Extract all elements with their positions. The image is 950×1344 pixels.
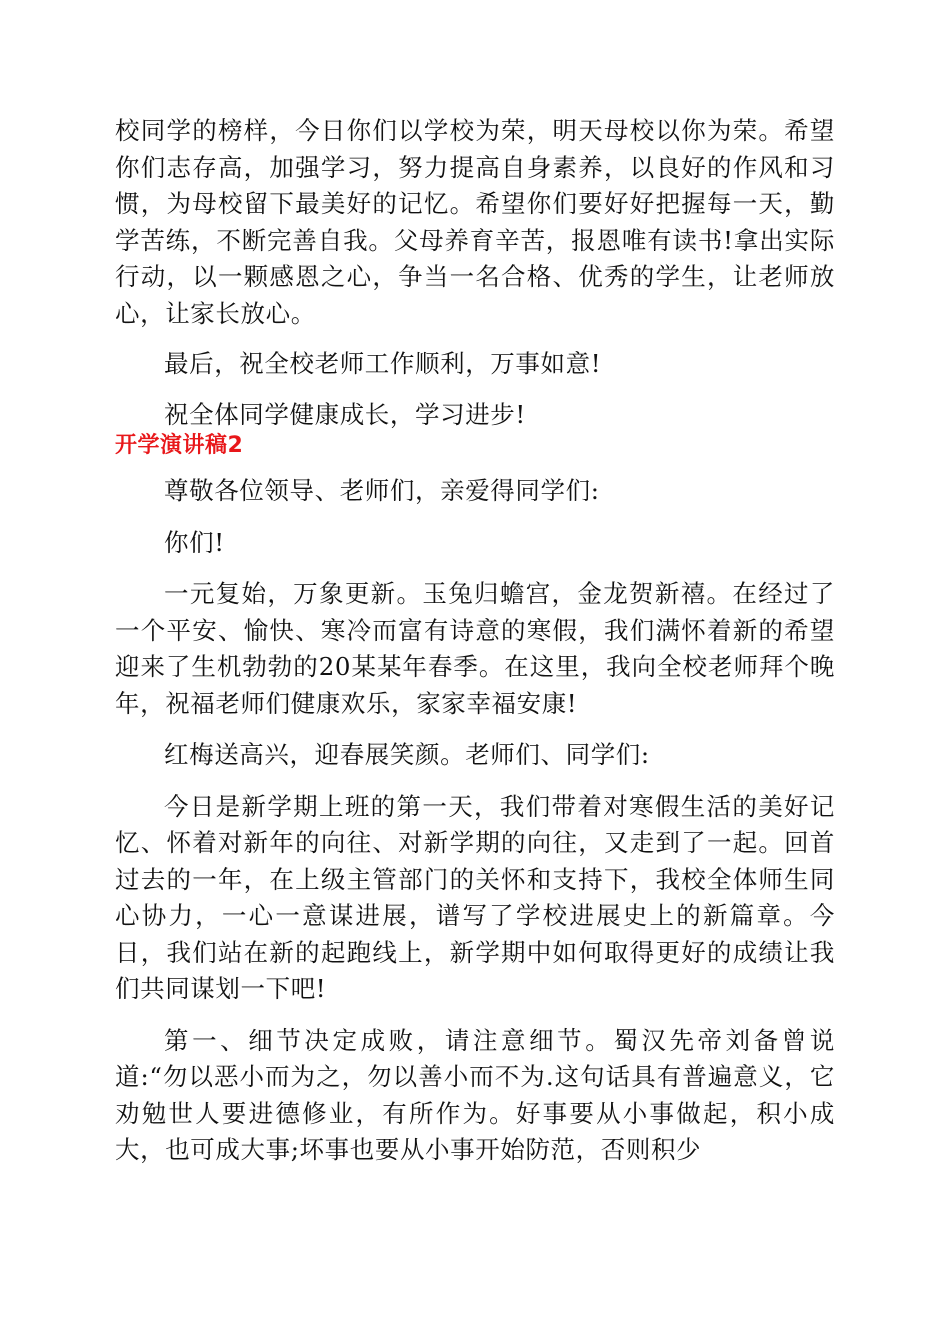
paragraph-group-bottom <box>115 473 835 1169</box>
paragraph-closing-wish-teachers: 最后，祝全校老师工作顺利，万事如意! <box>164 349 602 378</box>
paragraph-closing-wish-students: 祝全体同学健康成长，学习进步! <box>164 399 526 429</box>
paragraph-greeting: 你们! <box>164 527 225 557</box>
section-heading: 开学演讲稿2 <box>115 433 244 458</box>
paragraph-new-year: 一元复始，万象更新。玉兔归蟾宫，金龙贺新禧。在经过了一个平安、愉快、寒冷而富有诗意的寒假，我们满怀着新的希望迎来了生机勃勃的20某某年春季。在这里，我向全校老师拜个晚年，祝福老师们健康欢乐，家家幸福安康! <box>115 579 835 718</box>
paragraph-salutation: 尊敬各位领导、老师们，亲爱得同学们: <box>164 476 600 505</box>
paragraph-continued: 校同学的榜样，今日你们以学校为荣，明天母校以你为荣。希望你们志存高，加强学习，努力提高自身素养，以良好的作风和习惯，为母校留下最美好的记忆。希望你们要好好把握每一天，勤学苦练，不断完善自我。父母养育辛苦，报恩唯有读书!拿出实际行动，以一颗感恩之心，争当一名合格、优秀的学生，让老师放心，让家长放心。 <box>115 116 835 328</box>
paragraph-details: 第一、细节决定成败，请注意细节。蜀汉先帝刘备曾说道:“勿以恶小而为之，勿以善小而不为.这句话具有普遍意义，它劝勉世人要进德修业，有所作为。好事要从小事做起，积小成大，也可成大事;坏事也要从小事开始防范，否则积少 <box>115 1025 835 1164</box>
paragraph-new-semester: 今日是新学期上班的第一天，我们带着对寒假生活的美好记忆、怀着对新年的向往、对新学期的向往，又走到了一起。回首过去的一年，在上级主管部门的关怀和支持下，我校全体师生同心协力，一心一意谋进展，谱写了学校进展史上的新篇章。今日，我们站在新的起跑线上，新学期中如何取得更好的成绩让我们共同谋划一下吧! <box>115 791 835 1003</box>
paragraph-address: 红梅送高兴，迎春展笑颜。老师们、同学们: <box>164 740 650 769</box>
paragraph-group-top <box>115 113 835 433</box>
